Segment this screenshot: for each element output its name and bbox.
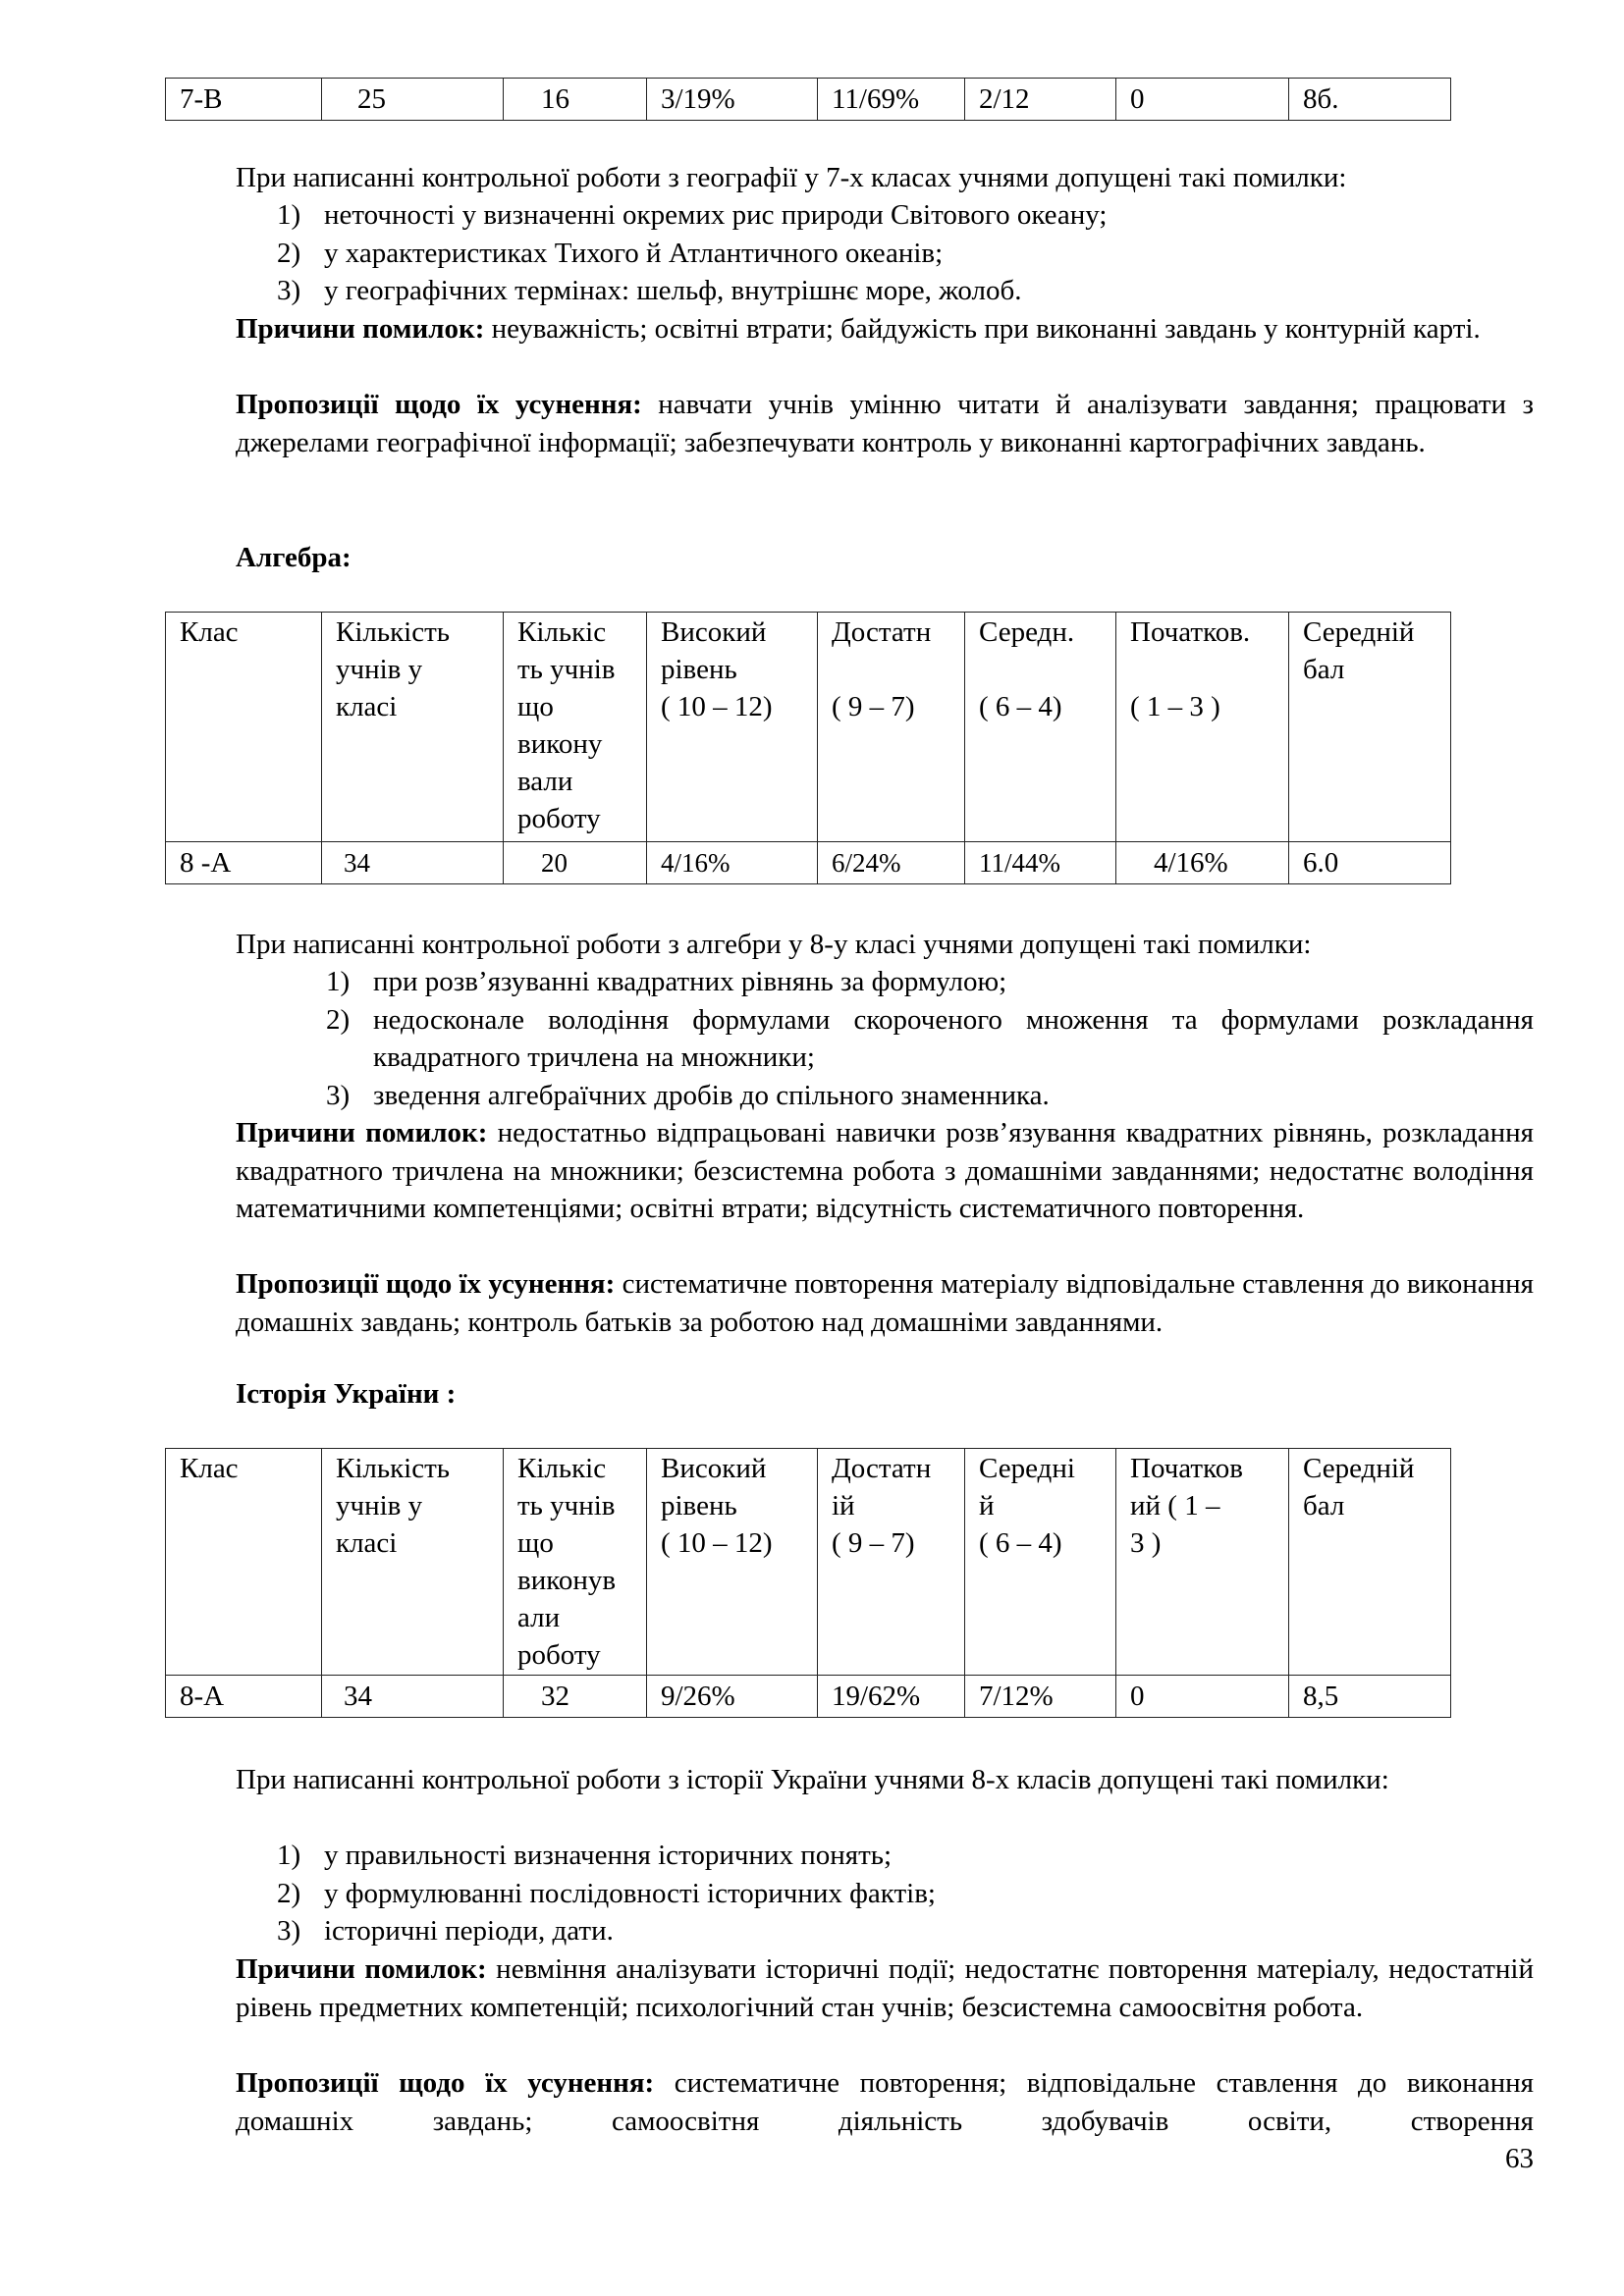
proposals-text: навчати учнів умінню читати й аналізувати завдання; працювати з джерелами географічної інформації; забезпечувати контроль у виконанні картографічних завдань.: [236, 389, 1534, 458]
algebra-results-table: [165, 612, 1451, 884]
list-number: 3): [277, 1915, 301, 1947]
proposals-text: систематичне повторення; відповідальне ставлення до виконання домашніх завдань; самоосвітня діяльність здобувачів освіти, створення: [236, 2067, 1534, 2137]
header-line: ий ( 1 –: [1130, 1490, 1220, 1522]
header-line: класі: [336, 691, 398, 722]
header-line: Достатн: [832, 1453, 932, 1484]
header-line: класі: [336, 1527, 398, 1559]
causes-label: Причини помилок:: [236, 1117, 488, 1148]
header-high-level: [647, 1449, 818, 1676]
header-line: [1130, 651, 1288, 688]
list-number: 3): [277, 275, 301, 306]
history-results-table: [165, 1448, 1451, 1718]
header-line: рівень: [661, 654, 737, 685]
cell-students-wrote: 16: [504, 79, 647, 121]
geography-intro-text: При написанні контрольної роботи з географії у 7-х класах учнями допущені такі помилки:: [236, 162, 1347, 193]
header-line: [979, 651, 1115, 688]
header-line: вали: [517, 766, 573, 797]
header-average-score: [1289, 1449, 1451, 1676]
cell-initial-level: 4/16%: [1116, 842, 1289, 884]
cell-high-level: 3/19%: [647, 79, 818, 121]
header-line: рівень: [661, 1490, 737, 1522]
table-row: [166, 79, 1451, 121]
algebra-errors-list: [326, 963, 1534, 1114]
header-line: бал: [1303, 1490, 1345, 1522]
cell-sufficient-level: 11/69%: [818, 79, 965, 121]
algebra-intro: [236, 926, 1534, 964]
header-line: учнів у: [336, 1490, 423, 1522]
list-number: 2): [326, 1003, 351, 1036]
page-number: 63: [1505, 2143, 1534, 2174]
list-item: [277, 1837, 1534, 1875]
header-line: бал: [1303, 654, 1345, 685]
list-text: зведення алгебраїчних дробів до спільного знаменника.: [373, 1079, 1050, 1111]
proposals-text: систематичне повторення матеріалу відповідальне ставлення до виконання домашніх завдань; контроль батьків за роботою над домашніми завданнями.: [236, 1268, 1534, 1338]
list-number: 1): [326, 966, 351, 997]
header-students-in-class: [322, 613, 504, 842]
header-sufficient-level: [818, 613, 965, 842]
header-line: Кількіс: [517, 1453, 607, 1484]
cell-students-in-class: 34: [322, 842, 504, 884]
list-number: 2): [277, 1877, 301, 1909]
algebra-proposals: [236, 1265, 1534, 1341]
header-high-level: [647, 613, 818, 842]
header-line: Середній: [1303, 616, 1415, 648]
list-number: 1): [277, 1840, 301, 1871]
header-line: 3 ): [1130, 1527, 1162, 1559]
causes-label: Причини помилок:: [236, 1953, 487, 1985]
list-item: [277, 272, 1534, 310]
table-header-row: [166, 1449, 1451, 1676]
causes-label: Причини помилок:: [236, 313, 485, 345]
table-header-row: [166, 613, 1451, 842]
algebra-intro-text: При написанні контрольної роботи з алгебри у 8-у класі учнями допущені такі помилки:: [236, 929, 1312, 960]
header-line: учнів у: [336, 654, 423, 685]
causes-text: неуважність; освітні втрати; байдужість при виконанні завдань у контурній карті.: [484, 313, 1481, 345]
header-class: [166, 613, 322, 842]
cell-class: 7-В: [166, 79, 322, 121]
header-line: ( 9 – 7): [832, 691, 915, 722]
header-line: Клас: [180, 616, 239, 648]
geography-proposals: [236, 386, 1534, 461]
list-item: [326, 963, 1534, 1001]
list-item: [326, 1077, 1534, 1115]
history-intro: [236, 1761, 1534, 1799]
list-text: неточності у визначенні окремих рис природи Світового океану;: [324, 199, 1108, 231]
header-line: ( 10 – 12): [661, 1527, 773, 1559]
header-line: Кількість: [336, 616, 451, 648]
cell-initial-level: 0: [1116, 79, 1289, 121]
list-item: [326, 1001, 1534, 1077]
cell-sufficient-level: 19/62%: [818, 1676, 965, 1718]
cell-average-level: 11/44%: [965, 842, 1116, 884]
cell-students-wrote: 32: [504, 1676, 647, 1718]
header-line: ть учнів: [517, 1490, 616, 1522]
header-average-level: [965, 613, 1116, 842]
algebra-heading: Алгебра:: [236, 542, 352, 573]
top-results-table: [165, 78, 1451, 121]
proposals-label: Пропозиції щодо їх усунення:: [236, 389, 642, 420]
cell-sufficient-level: 6/24%: [818, 842, 965, 884]
list-number: 3): [326, 1079, 351, 1111]
header-line: ( 1 – 3 ): [1130, 691, 1220, 722]
header-students-wrote: [504, 1449, 647, 1676]
header-line: Кількіс: [517, 616, 607, 648]
cell-average-score: 6.0: [1289, 842, 1451, 884]
header-line: Початков: [1130, 1453, 1243, 1484]
cell-average-score: 8б.: [1289, 79, 1451, 121]
history-errors-list: [277, 1837, 1534, 1950]
header-line: й: [979, 1490, 995, 1522]
header-line: Середн.: [979, 616, 1075, 648]
table-row: [166, 1676, 1451, 1718]
cell-high-level: 4/16%: [647, 842, 818, 884]
header-line: Високий: [661, 1453, 767, 1484]
list-number: 2): [277, 237, 301, 269]
history-heading: Історія України :: [236, 1378, 457, 1410]
header-line: Початков.: [1130, 616, 1251, 648]
list-item: [277, 1875, 1534, 1913]
header-line: ть учнів: [517, 654, 616, 685]
list-text: у географічних термінах: шельф, внутрішнє море, жолоб.: [324, 275, 1022, 306]
list-text: при розв’язуванні квадратних рівнянь за формулою;: [373, 966, 1007, 997]
header-line: ( 6 – 4): [979, 1527, 1062, 1559]
header-students-in-class: [322, 1449, 504, 1676]
header-line: що: [517, 1527, 554, 1559]
header-initial-level: [1116, 1449, 1289, 1676]
header-line: викону: [517, 728, 603, 760]
header-line: Клас: [180, 1453, 239, 1484]
header-line: Кількість: [336, 1453, 451, 1484]
proposals-label: Пропозиції щодо їх усунення:: [236, 2067, 655, 2099]
header-line: Високий: [661, 616, 767, 648]
cell-initial-level: 0: [1116, 1676, 1289, 1718]
header-line: ій: [832, 1490, 855, 1522]
cell-students-wrote: 20: [504, 842, 647, 884]
header-average-level: [965, 1449, 1116, 1676]
header-line: роботу: [517, 1639, 601, 1671]
history-intro-text: При написанні контрольної роботи з історії України учнями 8-х класів допущені такі помилки:: [236, 1764, 1389, 1795]
header-line: що: [517, 691, 554, 722]
cell-average-score: 8,5: [1289, 1676, 1451, 1718]
header-sufficient-level: [818, 1449, 965, 1676]
cell-average-level: 7/12%: [965, 1676, 1116, 1718]
header-line: виконув: [517, 1565, 617, 1596]
causes-text: недостатньо відпрацьовані навички розв’язування квадратних рівнянь, розкладання квадратного тричлена на множники; безсистемна робота з домашніми завданнями; недостатнє володіння математичними компетенціями; освітні втрати; відсутність систематичного повторення.: [236, 1117, 1535, 1224]
header-line: али: [517, 1602, 561, 1633]
history-causes: [236, 1950, 1534, 2026]
proposals-label: Пропозиції щодо їх усунення:: [236, 1268, 616, 1300]
header-line: Середній: [1303, 1453, 1415, 1484]
list-text: у характеристиках Тихого й Атлантичного океанів;: [324, 237, 944, 269]
list-text: недосконале володіння формулами скороченого множення та формулами розкладання квадратного тричлена на множники;: [373, 1003, 1534, 1073]
header-line: роботу: [517, 803, 601, 834]
header-initial-level: [1116, 613, 1289, 842]
list-item: [277, 1912, 1534, 1950]
list-text: у правильності визначення історичних понять;: [324, 1840, 893, 1871]
cell-high-level: 9/26%: [647, 1676, 818, 1718]
cell-students-in-class: 34: [322, 1676, 504, 1718]
list-text: історичні періоди, дати.: [324, 1915, 614, 1947]
list-item: [277, 235, 1534, 273]
geography-causes: [236, 310, 1534, 348]
header-line: ( 6 – 4): [979, 691, 1062, 722]
cell-average-level: 2/12: [965, 79, 1116, 121]
header-line: ( 9 – 7): [832, 1527, 915, 1559]
causes-text: невміння аналізувати історичні події; недостатнє повторення матеріалу, недостатній рівень предметних компетенцій; психологічний стан учнів; безсистемна самоосвітня робота.: [236, 1953, 1534, 2023]
header-class: [166, 1449, 322, 1676]
header-students-wrote: [504, 613, 647, 842]
list-item: [277, 196, 1534, 235]
header-average-score: [1289, 613, 1451, 842]
list-text: у формулюванні послідовності історичних фактів;: [324, 1877, 936, 1909]
history-proposals: [236, 2064, 1534, 2140]
cell-class: 8 -А: [166, 842, 322, 884]
header-line: [832, 651, 964, 688]
cell-class: 8-А: [166, 1676, 322, 1718]
geography-intro: [236, 159, 1534, 197]
list-number: 1): [277, 199, 301, 231]
cell-students-in-class: 25: [322, 79, 504, 121]
table-row: [166, 842, 1451, 884]
geography-errors-list: [277, 196, 1534, 310]
header-line: Достатн: [832, 616, 932, 648]
algebra-causes: [236, 1114, 1534, 1228]
header-line: ( 10 – 12): [661, 691, 773, 722]
header-line: Середні: [979, 1453, 1075, 1484]
